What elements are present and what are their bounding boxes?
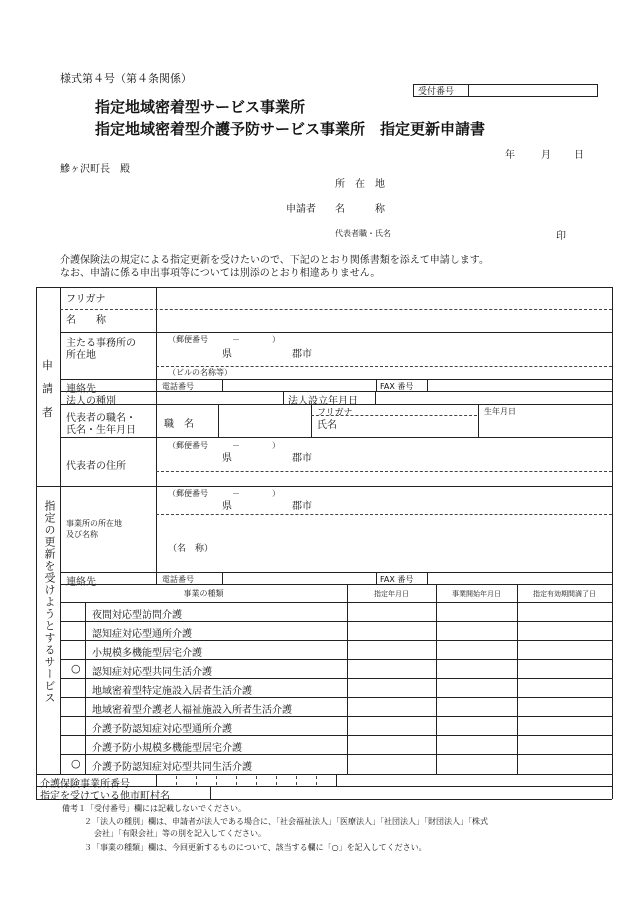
office-address-label-1: 主たる事務所の [66,338,136,349]
applicant-label: 申請者 [286,204,316,215]
note-3: ３「事業の種類」欄は、今回更新するものについて、該当する欄に「○」を記入してください。 [84,843,427,852]
rep-postal-label: （郵便番号 － ） [168,441,280,450]
rep-name-field[interactable] [312,416,477,436]
col-expiry-date: 指定有効期間満了日 [533,590,596,598]
city-label: 郡市 [292,349,312,360]
body-text-2: なお、申請に係る申出事項等については別添のとおり相違ありません。 [60,268,381,279]
service-name: 介護予防小規模多機能型居宅介護 [92,743,242,754]
office-contact-label: 連絡先 [66,577,96,588]
rep-name-label: 氏名 [317,420,337,431]
service-name: 地域密着型介護老人福祉施設入所者生活介護 [92,705,292,716]
office-fax-label: FAX 番号 [380,575,414,584]
office-city-label: 郡市 [292,501,312,512]
corp-date-label: 法人設立年月日 [288,396,358,407]
applicant-name-label: 名 称 [335,204,385,215]
service-name: 介護予防認知症対応型共同生活介護 [92,762,252,773]
service-row [60,640,612,659]
col-service-type: 事業の種類 [183,589,224,598]
office-postal-label: （郵便番号 － ） [168,489,280,498]
date-year: 年 [505,150,515,161]
service-row [60,659,612,678]
receipt-number-label: 受付番号 [418,87,455,97]
representative-label: 代表者職・氏名 [335,229,391,238]
service-row [60,754,612,774]
office-name-label: （名 称） [168,544,214,554]
service-row [60,678,612,697]
office-address-field[interactable] [157,333,611,378]
col-start-date: 事業開始年月日 [452,590,501,598]
applicant-name-field[interactable] [157,288,611,332]
applicant-address-label: 所 在 地 [335,179,385,190]
provider-number-label: 介護保険事業所番号 [40,779,130,790]
seal-mark: 印 [556,231,566,242]
service-row [60,697,612,716]
fax-field[interactable] [428,380,611,390]
other-municipality-label: 指定を受けている他市町村名 [40,791,170,802]
note-2b: 会社」「有限会社」等の別を記入してください。 [94,829,266,838]
birth-date-label: 生年月日 [484,407,516,416]
service-name: 夜間対応型訪問介護 [92,610,182,621]
title-line-2: 指定地域密着型介護予防サービス事業所 指定更新申請書 [95,120,486,138]
service-row [60,602,612,621]
note-1: 備考１「受付番号」欄には記載しないでください。 [62,804,246,813]
title-line-1: 指定地域密着型サービス事業所 [95,98,306,116]
service-name: 介護予防認知症対応型通所介護 [92,724,232,735]
service-name: 認知症対応型通所介護 [92,629,192,640]
service-mark[interactable]: ○ [71,662,81,675]
office-tel-label: 電話番号 [162,575,194,584]
office-tel-field[interactable] [223,573,375,583]
building-label: （ビルの名称等） [168,368,232,377]
furigana-label: フリガナ [66,294,106,305]
representative-label-2: 氏名・生年月日 [66,425,136,436]
job-title-field[interactable] [219,405,310,436]
job-title-label: 職 名 [164,419,194,430]
form-number: 様式第４号（第４条関係） [60,72,192,85]
corp-date-field[interactable] [376,392,611,403]
rep-address-field[interactable] [157,438,611,485]
date-day: 日 [574,150,584,161]
service-name: 小規模多機能型居宅介護 [92,648,202,659]
office-address-label-2: 所在地 [66,350,96,361]
representative-label-1: 代表者の職名・ [66,413,136,424]
service-mark[interactable]: ○ [71,757,81,770]
addressee: 鰺ヶ沢町長 殿 [60,164,130,175]
corp-type-field[interactable] [157,392,282,403]
service-name: 地域密着型特定施設入居者生活介護 [92,686,252,697]
tel-field[interactable] [223,380,375,390]
tel-label: 電話番号 [162,382,194,391]
office-location-label-2: 及び名称 [66,530,98,539]
contact-label: 連絡先 [66,384,96,395]
postal-code-label: （郵便番号 － ） [168,335,280,344]
name-label: 名 称 [66,315,106,326]
note-2a: ２「法人の種別」欄は、申請者が法人である場合に、「社会福祉法人」「医療法人」「社団法人」「財団法人」「株式 [84,817,488,826]
date-month: 月 [541,150,551,161]
service-row [60,735,612,754]
office-location-field[interactable] [157,487,611,571]
service-side-label: 指定の更新を受けようとするサービス [43,500,56,704]
corp-type-label: 法人の種別 [66,396,116,407]
office-location-label-1: 事業所の所在地 [66,519,122,528]
service-row [60,621,612,640]
office-fax-field[interactable] [428,573,611,583]
provider-number-field[interactable] [157,775,335,785]
rep-city-label: 郡市 [292,453,312,464]
applicant-side-char-1: 申 [42,359,53,372]
applicant-side-char-2: 請 [42,382,53,395]
rep-address-label: 代表者の住所 [66,461,126,472]
body-text-1: 介護保険法の規定による指定更新を受けたいので、下記のとおり関係書類を添えて申請します。 [60,255,489,266]
office-prefecture-label: 県 [222,501,232,512]
other-municipality-field[interactable] [211,787,611,798]
service-row [60,716,612,735]
service-name: 認知症対応型共同生活介護 [92,667,212,678]
fax-label: FAX 番号 [380,382,414,391]
prefecture-label: 県 [222,349,232,360]
rep-prefecture-label: 県 [222,453,232,464]
rep-furigana-label: フリガナ [317,408,353,418]
applicant-side-char-3: 者 [42,406,53,419]
col-designated-date: 指定年月日 [374,590,409,598]
